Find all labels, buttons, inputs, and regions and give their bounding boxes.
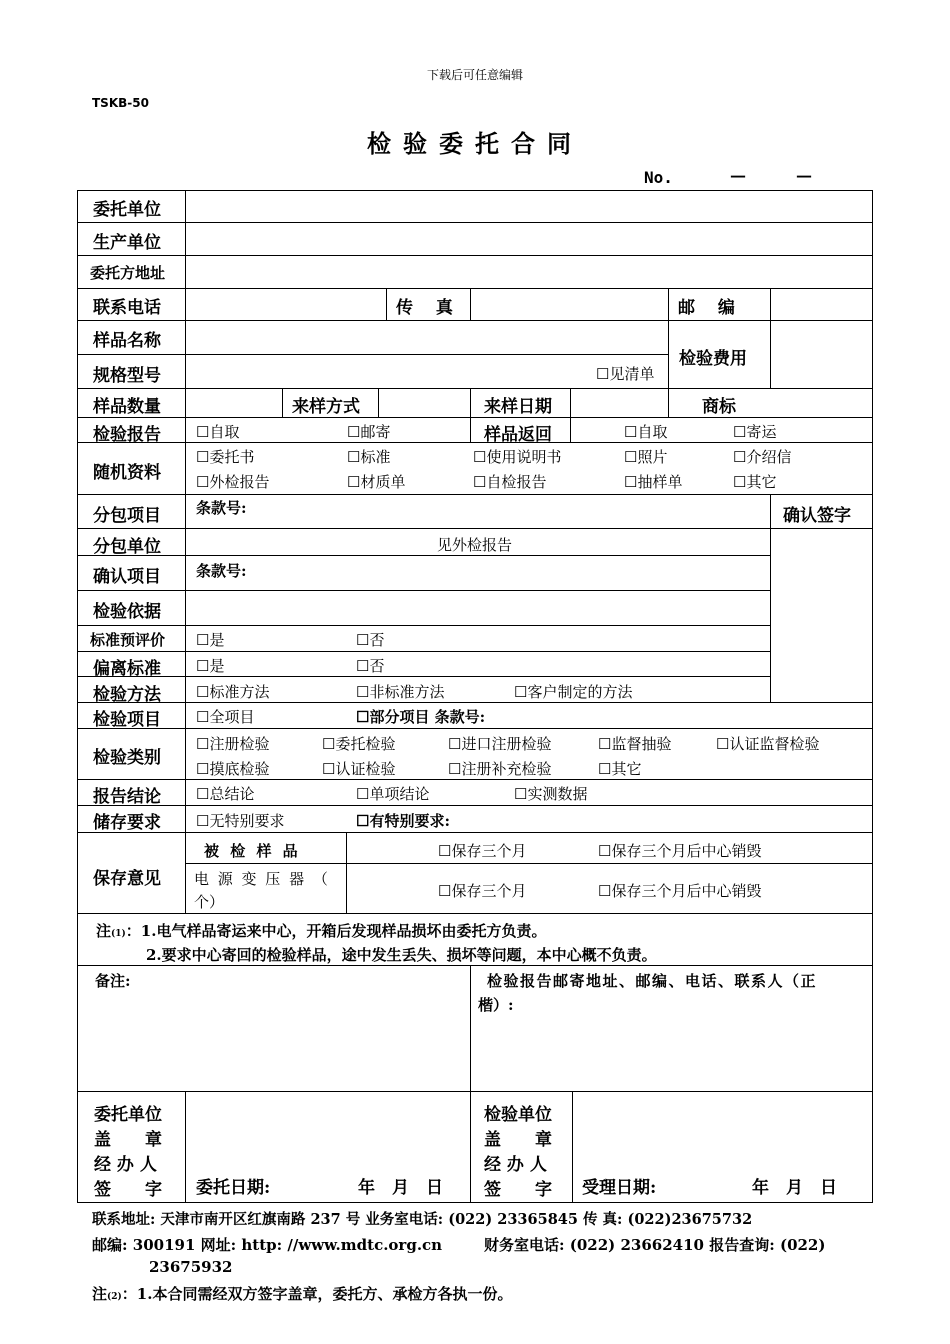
- subcontract-clause-label: 条款号:: [196, 499, 247, 517]
- std-eval-yes-checkbox[interactable]: ☐是: [196, 631, 225, 649]
- category-certification-checkbox[interactable]: ☐认证检验: [322, 760, 396, 778]
- conclusion-label: 报告结论: [93, 787, 161, 807]
- fax-label: 传 真: [396, 298, 453, 318]
- see-external-report-text: 见外检报告: [437, 536, 513, 554]
- contract-number-label: No.: [644, 168, 673, 187]
- transformer-label: 电 源 变 压 器 （: [194, 870, 330, 888]
- quantity-label: 样品数量: [93, 397, 161, 417]
- subcontract-item-label: 分包项目: [93, 506, 161, 526]
- client-address-field[interactable]: [186, 256, 872, 288]
- footer-finance-phone: 财务室电话: (022) 23662410 报告查询: (022): [484, 1236, 826, 1254]
- deviation-yes-checkbox[interactable]: ☐是: [196, 657, 225, 675]
- method-standard-checkbox[interactable]: ☐标准方法: [196, 683, 270, 701]
- sample-return-label: 样品返回: [484, 425, 552, 445]
- mail-address-label-2: 楷）:: [478, 996, 514, 1014]
- model-field[interactable]: [186, 355, 586, 388]
- footer-postcode-web: 邮编: 300191 网址: http: //www.mdtc.org.cn: [92, 1236, 443, 1254]
- deviation-no-checkbox[interactable]: ☐否: [356, 657, 385, 675]
- mail-address-label: 检验报告邮寄地址、邮编、电话、联系人（正: [487, 972, 818, 990]
- category-label: 检验类别: [93, 748, 161, 768]
- items-full-checkbox[interactable]: ☐全项目: [196, 708, 255, 726]
- report-label: 检验报告: [93, 425, 161, 445]
- confirm-clause-label: 条款号:: [196, 562, 247, 580]
- client-stamp-line4: 签 字: [94, 1180, 162, 1200]
- delivery-method-label: 来样方式: [292, 397, 360, 417]
- client-stamp-line2: 盖 章: [94, 1130, 162, 1150]
- basis-label: 检验依据: [93, 602, 161, 622]
- conclusion-overall-checkbox[interactable]: ☐总结论: [196, 785, 255, 803]
- method-client-checkbox[interactable]: ☐客户制定的方法: [514, 683, 633, 701]
- client-stamp-line3: 经 办 人: [94, 1155, 157, 1175]
- docs-authorization-checkbox[interactable]: ☐委托书: [196, 448, 255, 466]
- remark-field[interactable]: [78, 990, 470, 1090]
- docs-manual-checkbox[interactable]: ☐使用说明书: [473, 448, 562, 466]
- top-note: 下载后可任意编辑: [426, 68, 523, 82]
- delivery-date-label: 来样日期: [484, 397, 552, 417]
- accept-date-label: 受理日期:: [582, 1178, 657, 1198]
- conclusion-single-checkbox[interactable]: ☐单项结论: [356, 785, 430, 803]
- keep-transformer-destroy-checkbox[interactable]: ☐保存三个月后中心销毁: [598, 882, 762, 900]
- basis-field[interactable]: [186, 591, 770, 625]
- note1-line2: 2.要求中心寄回的检验样品，途中发生丢失、损坏等问题，本中心概不负责。: [146, 946, 657, 964]
- docs-label: 随机资料: [93, 463, 161, 483]
- trademark-label: 商标: [702, 397, 736, 417]
- tested-sample-label: 被 检 样 品: [204, 842, 301, 860]
- storage-label: 储存要求: [93, 813, 161, 833]
- mail-address-field[interactable]: [471, 1015, 872, 1090]
- std-eval-label: 标准预评价: [90, 631, 166, 649]
- fee-field[interactable]: [771, 321, 872, 388]
- conclusion-data-checkbox[interactable]: ☐实测数据: [514, 785, 588, 803]
- phone-label: 联系电话: [93, 298, 161, 318]
- docs-photo-checkbox[interactable]: ☐照片: [624, 448, 668, 466]
- keep-opinion-label: 保存意见: [93, 869, 161, 889]
- keep-sample-3months-checkbox[interactable]: ☐保存三个月: [438, 842, 527, 860]
- deviation-label: 偏离标准: [93, 659, 161, 679]
- inspect-stamp-line2: 盖 章: [484, 1130, 552, 1150]
- transformer-label-count: 个）: [194, 893, 225, 911]
- producer-label: 生产单位: [93, 233, 161, 253]
- method-nonstandard-checkbox[interactable]: ☐非标准方法: [356, 683, 445, 701]
- docs-letter-checkbox[interactable]: ☐介绍信: [733, 448, 792, 466]
- note1-line1: 注(1)：1.电气样品寄运来中心，开箱后发现样品损坏由委托方负责。: [96, 922, 547, 940]
- keep-transformer-3months-checkbox[interactable]: ☐保存三个月: [438, 882, 527, 900]
- phone-field[interactable]: [186, 289, 386, 320]
- items-label: 检验项目: [93, 710, 161, 730]
- docs-standard-checkbox[interactable]: ☐标准: [347, 448, 391, 466]
- report-self-pickup-checkbox[interactable]: ☐自取: [196, 423, 240, 441]
- client-unit-label: 委托单位: [93, 200, 161, 220]
- report-mail-checkbox[interactable]: ☐邮寄: [347, 423, 391, 441]
- category-cert-supervision-checkbox[interactable]: ☐认证监督检验: [716, 735, 820, 753]
- category-commission-checkbox[interactable]: ☐委托检验: [322, 735, 396, 753]
- keep-sample-destroy-checkbox[interactable]: ☐保存三个月后中心销毁: [598, 842, 762, 860]
- contract-number-dash: —: [730, 166, 746, 185]
- docs-external-report-checkbox[interactable]: ☐外检报告: [196, 473, 270, 491]
- postcode-field[interactable]: [771, 289, 872, 320]
- subcontract-unit-label: 分包单位: [93, 537, 161, 557]
- sample-name-field[interactable]: [186, 321, 668, 354]
- remark-label: 备注:: [95, 972, 131, 990]
- postcode-label: 邮 编: [678, 298, 735, 318]
- contract-number-dash: —: [796, 166, 812, 185]
- producer-field[interactable]: [186, 223, 872, 255]
- inspect-stamp-line1: 检验单位: [484, 1105, 552, 1125]
- client-address-label: 委托方地址: [90, 264, 166, 282]
- fee-label: 检验费用: [679, 349, 747, 369]
- fax-field[interactable]: [471, 289, 668, 320]
- footer-note2: 注(2)：1.本合同需经双方签字盖章，委托方、承检方各执一份。: [92, 1285, 513, 1303]
- category-other-checkbox[interactable]: ☐其它: [598, 760, 642, 778]
- accept-date-ymd[interactable]: 年 月 日: [752, 1178, 837, 1198]
- docs-self-report-checkbox[interactable]: ☐自检报告: [473, 473, 547, 491]
- client-stamp-line1: 委托单位: [94, 1105, 162, 1125]
- form-code: TSKB-50: [92, 96, 149, 110]
- client-unit-field[interactable]: [186, 191, 872, 222]
- return-ship-checkbox[interactable]: ☐寄运: [733, 423, 777, 441]
- method-label: 检验方法: [93, 685, 161, 705]
- std-eval-no-checkbox[interactable]: ☐否: [356, 631, 385, 649]
- category-supplement-checkbox[interactable]: ☐注册补充检验: [448, 760, 552, 778]
- category-registration-checkbox[interactable]: ☐注册检验: [196, 735, 270, 753]
- confirm-sign-label: 确认签字: [783, 506, 851, 526]
- inspect-stamp-line4: 签 字: [484, 1180, 552, 1200]
- confirm-item-label: 确认项目: [93, 567, 161, 587]
- client-date-label: 委托日期:: [196, 1178, 271, 1198]
- model-label: 规格型号: [93, 366, 161, 386]
- storage-none-checkbox[interactable]: ☐无特别要求: [196, 812, 285, 830]
- category-supervision-checkbox[interactable]: ☐监督抽验: [598, 735, 672, 753]
- docs-other-checkbox[interactable]: ☐其它: [733, 473, 777, 491]
- items-partial-checkbox[interactable]: ☐部分项目 条款号:: [356, 708, 486, 726]
- category-baseline-checkbox[interactable]: ☐摸底检验: [196, 760, 270, 778]
- inspect-stamp-line3: 经 办 人: [484, 1155, 547, 1175]
- sample-name-label: 样品名称: [93, 331, 161, 351]
- client-date-ymd[interactable]: 年 月 日: [358, 1178, 443, 1198]
- storage-special-checkbox[interactable]: ☐有特别要求:: [356, 812, 450, 830]
- footer-phone-cont: 23675932: [149, 1258, 233, 1276]
- see-list-checkbox[interactable]: ☐见清单: [596, 365, 655, 383]
- category-import-checkbox[interactable]: ☐进口注册检验: [448, 735, 552, 753]
- docs-sampling-checkbox[interactable]: ☐抽样单: [624, 473, 683, 491]
- docs-material-checkbox[interactable]: ☐材质单: [347, 473, 406, 491]
- return-self-pickup-checkbox[interactable]: ☐自取: [624, 423, 668, 441]
- footer-address-line: 联系地址: 天津市南开区红旗南路 237 号 业务室电话: (022) 23365845 传 真: (022)23675732: [92, 1211, 753, 1228]
- page-title: 检验委托合同: [367, 129, 583, 158]
